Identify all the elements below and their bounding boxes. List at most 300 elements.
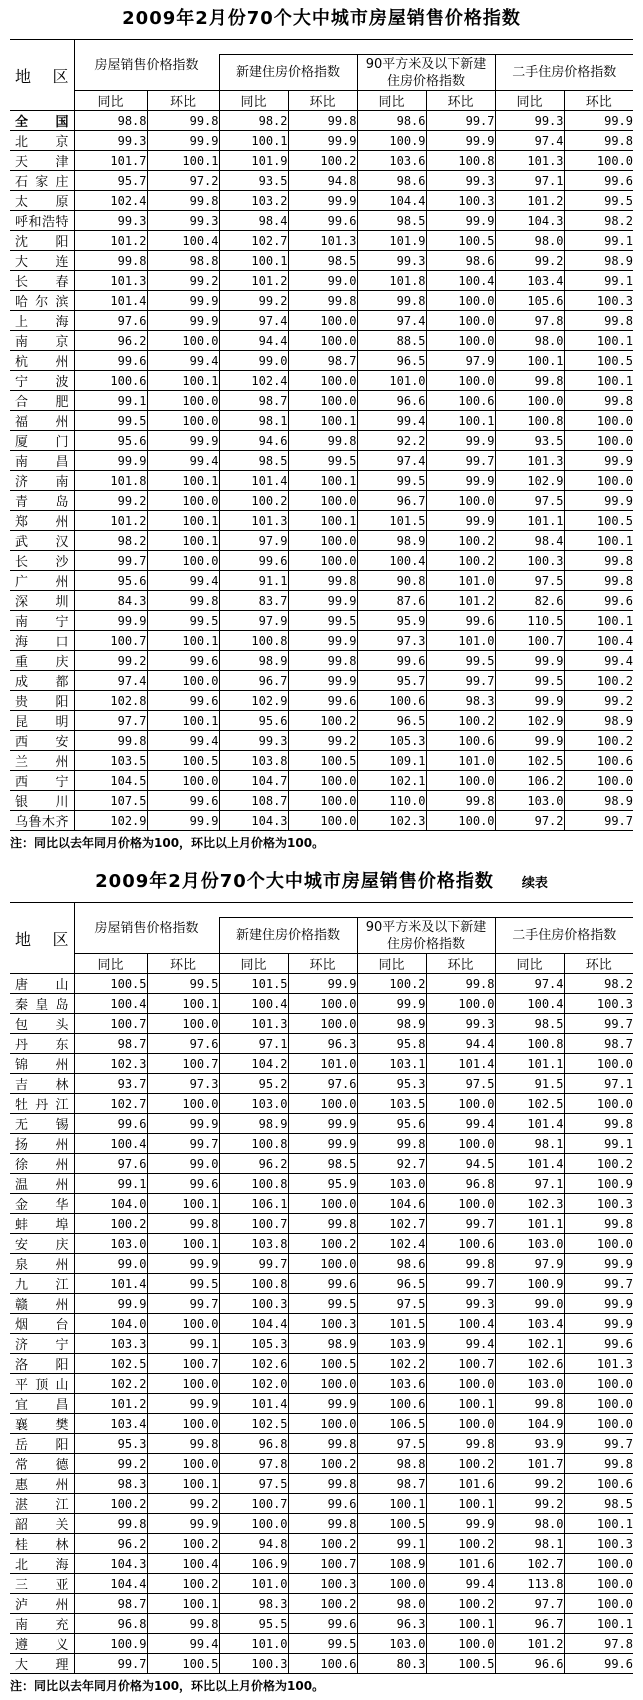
- value-cell: 104.3: [219, 811, 288, 831]
- value-cell: 97.1: [219, 1034, 288, 1054]
- value-cell: 100.2: [288, 1594, 357, 1614]
- value-cell: 100.8: [219, 1134, 288, 1154]
- value-cell: 99.7: [564, 811, 633, 831]
- value-cell: 100.4: [219, 994, 288, 1014]
- value-cell: 101.2: [74, 231, 147, 251]
- value-cell: 100.0: [147, 671, 219, 691]
- region-cell: [10, 1554, 74, 1574]
- value-cell: 100.0: [288, 1014, 357, 1034]
- value-cell: 99.3: [219, 731, 288, 751]
- value-cell: 91.5: [495, 1074, 564, 1094]
- value-cell: 101.1: [495, 1214, 564, 1234]
- value-cell: 101.5: [219, 974, 288, 994]
- value-cell: 99.5: [495, 671, 564, 691]
- value-cell: 100.2: [564, 731, 633, 751]
- value-cell: 98.7: [219, 391, 288, 411]
- value-cell: 99.3: [426, 1294, 495, 1314]
- region-name-char: 泉: [15, 1258, 29, 1273]
- header-spacer-row: [10, 40, 633, 55]
- value-cell: 103.0: [495, 1234, 564, 1254]
- value-cell: 104.5: [74, 771, 147, 791]
- region-cell: [10, 531, 74, 551]
- table-row: [10, 191, 633, 211]
- value-cell: 102.6: [495, 1354, 564, 1374]
- region-name-char: 阳: [55, 235, 69, 250]
- value-cell: 92.2: [357, 431, 426, 451]
- value-cell: 98.5: [357, 211, 426, 231]
- value-cell: 98.5: [495, 1014, 564, 1034]
- value-cell: 101.0: [426, 751, 495, 771]
- value-cell: 95.6: [357, 1114, 426, 1134]
- value-cell: 100.6: [357, 691, 426, 711]
- table-row: [10, 1494, 633, 1514]
- value-cell: 103.1: [357, 1054, 426, 1074]
- table-note: 注：同比以去年同月价格为100，环比以上月价格为100。: [10, 1679, 325, 1693]
- value-cell: 99.8: [426, 1434, 495, 1454]
- value-cell: 99.6: [219, 551, 288, 571]
- value-cell: 94.8: [288, 171, 357, 191]
- value-cell: 97.2: [147, 171, 219, 191]
- value-cell: 99.8: [288, 571, 357, 591]
- value-cell: 101.4: [219, 471, 288, 491]
- value-cell: 95.6: [219, 711, 288, 731]
- value-cell: 100.1: [147, 1474, 219, 1494]
- value-cell: 100.8: [219, 1174, 288, 1194]
- region-cell: [10, 731, 74, 751]
- value-cell: 99.7: [426, 1214, 495, 1234]
- table-row: [10, 1474, 633, 1494]
- region-name-char: 国: [55, 115, 69, 130]
- value-cell: 100.1: [288, 471, 357, 491]
- value-cell: 99.9: [147, 1394, 219, 1414]
- region-name-char: 亚: [55, 1578, 69, 1593]
- value-cell: 96.6: [357, 391, 426, 411]
- value-cell: 99.5: [288, 1294, 357, 1314]
- value-cell: 100.3: [495, 551, 564, 571]
- value-cell: 99.2: [564, 691, 633, 711]
- table-row: [10, 771, 633, 791]
- value-cell: 99.9: [288, 1114, 357, 1134]
- region-name-char: 海: [55, 1558, 69, 1573]
- value-cell: 98.9: [357, 531, 426, 551]
- mom-header: 环比: [426, 91, 495, 111]
- value-cell: 100.7: [495, 631, 564, 651]
- value-cell: 99.6: [74, 351, 147, 371]
- value-cell: 104.0: [74, 1194, 147, 1214]
- value-cell: 100.0: [147, 1314, 219, 1334]
- region-name-char: 州: [55, 415, 69, 430]
- value-cell: 100.1: [219, 131, 288, 151]
- value-cell: 99.0: [219, 351, 288, 371]
- region-name-char: 三: [15, 1578, 29, 1593]
- value-cell: 100.2: [288, 1534, 357, 1554]
- region-name-char: 充: [55, 1618, 69, 1633]
- region-cell: [10, 1414, 74, 1434]
- region-cell: [10, 271, 74, 291]
- value-cell: 100.3: [219, 1654, 288, 1674]
- value-cell: 99.9: [426, 211, 495, 231]
- value-cell: 95.9: [288, 1174, 357, 1194]
- group-header-90sqm: 90平方米及以下新建 住房价格指数: [357, 55, 495, 91]
- value-cell: 99.9: [147, 131, 219, 151]
- value-cell: 99.6: [147, 691, 219, 711]
- value-cell: 99.8: [288, 1214, 357, 1234]
- region-name-char: 庆: [55, 655, 69, 670]
- value-cell: 99.8: [288, 111, 357, 131]
- region-name-char: 平: [15, 1378, 29, 1393]
- value-cell: 100.0: [147, 1374, 219, 1394]
- value-cell: 100.1: [147, 471, 219, 491]
- value-cell: 100.8: [219, 1274, 288, 1294]
- value-cell: 98.5: [288, 251, 357, 271]
- value-cell: 103.0: [357, 1174, 426, 1194]
- value-cell: 102.4: [219, 371, 288, 391]
- table-row: [10, 651, 633, 671]
- value-cell: 98.9: [219, 651, 288, 671]
- value-cell: 100.8: [495, 1034, 564, 1054]
- value-cell: 110.5: [495, 611, 564, 631]
- value-cell: 99.8: [147, 191, 219, 211]
- value-cell: 99.9: [564, 111, 633, 131]
- value-cell: 99.3: [74, 131, 147, 151]
- region-name-char: 州: [55, 575, 69, 590]
- table-body: [10, 111, 633, 831]
- region-cell: [10, 1134, 74, 1154]
- table-row: [10, 1174, 633, 1194]
- region-cell: [10, 411, 74, 431]
- region-name-char: 沈: [15, 235, 29, 250]
- value-cell: 100.5: [564, 351, 633, 371]
- region-cell: [10, 1114, 74, 1134]
- group-header-90sqm: 90平方米及以下新建 住房价格指数: [357, 918, 495, 954]
- value-cell: 99.5: [147, 974, 219, 994]
- group-header-sales-index: 房屋销售价格指数: [74, 40, 219, 91]
- table-row: [10, 1234, 633, 1254]
- value-cell: 100.0: [564, 1554, 633, 1574]
- region-name-char: 庆: [55, 1238, 69, 1253]
- table-row: [10, 231, 633, 251]
- value-cell: 100.3: [426, 191, 495, 211]
- value-cell: 101.4: [74, 291, 147, 311]
- value-cell: 99.2: [219, 291, 288, 311]
- value-cell: 100.0: [495, 391, 564, 411]
- value-cell: 100.5: [147, 1654, 219, 1674]
- group-header-sales-index: 房屋销售价格指数: [74, 903, 219, 954]
- value-cell: 101.4: [426, 1054, 495, 1074]
- region-cell: [10, 1514, 74, 1534]
- region-name-char: 南: [55, 475, 69, 490]
- value-cell: 98.9: [219, 1114, 288, 1134]
- value-cell: 94.8: [219, 1534, 288, 1554]
- value-cell: 99.3: [495, 111, 564, 131]
- value-cell: 99.7: [74, 551, 147, 571]
- value-cell: 95.8: [357, 1034, 426, 1054]
- value-cell: 100.6: [564, 1474, 633, 1494]
- value-cell: 99.9: [564, 1314, 633, 1334]
- value-cell: 100.1: [147, 511, 219, 531]
- value-cell: 99.6: [288, 1494, 357, 1514]
- value-cell: 98.4: [495, 531, 564, 551]
- value-cell: 103.0: [495, 791, 564, 811]
- table-row: [10, 451, 633, 471]
- region-cell: [10, 571, 74, 591]
- region-cell: [10, 371, 74, 391]
- value-cell: 100.3: [564, 291, 633, 311]
- value-cell: 99.4: [147, 1634, 219, 1654]
- value-cell: 96.6: [495, 1654, 564, 1674]
- value-cell: 99.2: [495, 1474, 564, 1494]
- value-cell: 98.1: [495, 1534, 564, 1554]
- table-row: [10, 1614, 633, 1634]
- region-name-char: 岛: [55, 495, 69, 510]
- table-note: 注：同比以去年同月价格为100，环比以上月价格为100。: [10, 836, 325, 850]
- value-cell: 98.7: [74, 1594, 147, 1614]
- mom-header: 环比: [288, 91, 357, 111]
- table-row: [10, 1374, 633, 1394]
- value-cell: 95.6: [74, 571, 147, 591]
- value-cell: 103.8: [219, 1234, 288, 1254]
- value-cell: 99.8: [564, 131, 633, 151]
- value-cell: 97.9: [219, 611, 288, 631]
- region-name-char: 西: [15, 735, 29, 750]
- value-cell: 83.7: [219, 591, 288, 611]
- value-cell: 99.0: [288, 271, 357, 291]
- region-name-char: 庄: [55, 175, 69, 190]
- value-cell: 100.0: [564, 471, 633, 491]
- region-cell: [10, 591, 74, 611]
- value-cell: 104.9: [495, 1414, 564, 1434]
- value-cell: 104.2: [219, 1054, 288, 1074]
- value-cell: 98.7: [74, 1034, 147, 1054]
- table-row: [10, 1574, 633, 1594]
- region-cell: [10, 151, 74, 171]
- price-index-table-1: [10, 39, 633, 831]
- value-cell: 100.3: [564, 1534, 633, 1554]
- value-cell: 99.4: [426, 1574, 495, 1594]
- value-cell: 103.4: [74, 1414, 147, 1434]
- value-cell: 100.4: [426, 271, 495, 291]
- value-cell: 97.8: [564, 1634, 633, 1654]
- region-name-char: 门: [55, 435, 69, 450]
- region-cell: [10, 231, 74, 251]
- value-cell: 99.7: [426, 1274, 495, 1294]
- value-cell: 99.8: [288, 1514, 357, 1534]
- value-cell: 99.8: [147, 111, 219, 131]
- region-cell: [10, 974, 74, 994]
- value-cell: 100.2: [288, 151, 357, 171]
- value-cell: 101.0: [288, 1054, 357, 1074]
- region-name-char: 深: [15, 595, 29, 610]
- value-cell: 99.8: [357, 1134, 426, 1154]
- value-cell: 101.6: [426, 1474, 495, 1494]
- value-cell: 103.0: [219, 1094, 288, 1114]
- value-cell: 100.1: [426, 1494, 495, 1514]
- value-cell: 102.7: [219, 231, 288, 251]
- price-index-table-2: [10, 902, 633, 1674]
- region-cell: [10, 471, 74, 491]
- value-cell: 99.8: [564, 1114, 633, 1134]
- value-cell: 100.6: [426, 391, 495, 411]
- value-cell: 99.9: [147, 431, 219, 451]
- value-cell: 99.9: [147, 811, 219, 831]
- region-name-char: 长: [15, 555, 29, 570]
- region-name-char: 山: [55, 978, 69, 993]
- value-cell: 101.5: [357, 1314, 426, 1334]
- region-name-char: 襄: [15, 1418, 29, 1433]
- region-name-char: 海: [55, 315, 69, 330]
- value-cell: 101.8: [74, 471, 147, 491]
- value-cell: 99.2: [74, 1454, 147, 1474]
- table-row: [10, 391, 633, 411]
- value-cell: 100.4: [564, 631, 633, 651]
- table-row: [10, 1214, 633, 1234]
- region-name-char: 州: [55, 1138, 69, 1153]
- value-cell: 100.0: [147, 1454, 219, 1474]
- region-cell: [10, 391, 74, 411]
- region-header-char: 区: [52, 66, 69, 86]
- value-cell: 97.4: [357, 311, 426, 331]
- value-cell: 103.3: [74, 1334, 147, 1354]
- mom-header: 环比: [564, 91, 633, 111]
- value-cell: 99.8: [147, 591, 219, 611]
- value-cell: 97.5: [357, 1434, 426, 1454]
- table-row: [10, 1154, 633, 1174]
- value-cell: 100.2: [219, 491, 288, 511]
- value-cell: 100.7: [219, 1214, 288, 1234]
- region-cell: [10, 1174, 74, 1194]
- value-cell: 101.0: [357, 371, 426, 391]
- value-cell: 100.3: [564, 1194, 633, 1214]
- region-cell: [10, 1314, 74, 1334]
- value-cell: 101.2: [219, 271, 288, 291]
- region-name-char: 州: [55, 1258, 69, 1273]
- region-name-char: 韶: [15, 1518, 29, 1533]
- region-name-char: 湛: [15, 1498, 29, 1513]
- region-name-char: 京: [55, 335, 69, 350]
- value-cell: 100.6: [426, 731, 495, 751]
- value-cell: 100.5: [426, 231, 495, 251]
- value-cell: 94.5: [426, 1154, 495, 1174]
- value-cell: 100.1: [426, 1394, 495, 1414]
- value-cell: 100.0: [147, 551, 219, 571]
- value-cell: 100.5: [357, 1514, 426, 1534]
- value-cell: 99.8: [564, 311, 633, 331]
- value-cell: 88.5: [357, 331, 426, 351]
- value-cell: 100.9: [495, 1274, 564, 1294]
- yoy-header: 同比: [219, 954, 288, 974]
- value-cell: 100.0: [288, 1194, 357, 1214]
- value-cell: 100.0: [147, 391, 219, 411]
- region-name-char: 义: [55, 1638, 69, 1653]
- value-cell: 98.6: [357, 111, 426, 131]
- value-cell: 102.3: [357, 811, 426, 831]
- value-cell: 105.6: [495, 291, 564, 311]
- table-row: [10, 691, 633, 711]
- value-cell: 99.9: [288, 131, 357, 151]
- region-name-char: 安: [15, 1238, 29, 1253]
- yoy-header: 同比: [74, 954, 147, 974]
- region-cell: [10, 651, 74, 671]
- region-name-char: 秦: [15, 998, 29, 1013]
- table-row: [10, 371, 633, 391]
- value-cell: 98.0: [495, 1514, 564, 1534]
- value-cell: 102.4: [74, 191, 147, 211]
- value-cell: 96.5: [357, 1274, 426, 1294]
- value-cell: 102.3: [74, 1054, 147, 1074]
- value-cell: 101.7: [495, 1454, 564, 1474]
- region-name-char: 津: [55, 155, 69, 170]
- value-cell: 102.2: [357, 1354, 426, 1374]
- value-cell: 87.6: [357, 591, 426, 611]
- region-name-char: 锦: [15, 1058, 29, 1073]
- value-cell: 100.9: [357, 131, 426, 151]
- value-cell: 103.0: [357, 1634, 426, 1654]
- value-cell: 96.8: [74, 1614, 147, 1634]
- value-cell: 100.2: [564, 671, 633, 691]
- value-cell: 98.6: [426, 251, 495, 271]
- region-name-char: 宁: [55, 1338, 69, 1353]
- value-cell: 100.7: [147, 1054, 219, 1074]
- value-cell: 100.8: [426, 151, 495, 171]
- region-name-char: 州: [55, 355, 69, 370]
- value-cell: 99.6: [564, 171, 633, 191]
- region-cell: [10, 1614, 74, 1634]
- value-cell: 99.6: [426, 611, 495, 631]
- value-cell: 101.3: [495, 151, 564, 171]
- value-cell: 100.0: [426, 994, 495, 1014]
- value-cell: 99.8: [147, 1434, 219, 1454]
- table-row: [10, 791, 633, 811]
- value-cell: 99.9: [288, 1394, 357, 1414]
- value-cell: 96.2: [74, 331, 147, 351]
- value-cell: 104.7: [219, 771, 288, 791]
- value-cell: 97.8: [495, 311, 564, 331]
- region-name-char: 岳: [15, 1438, 29, 1453]
- value-cell: 100.0: [426, 491, 495, 511]
- value-cell: 99.3: [426, 1014, 495, 1034]
- value-cell: 100.2: [426, 1534, 495, 1554]
- header-spacer-cell: [219, 903, 633, 918]
- value-cell: 99.9: [357, 994, 426, 1014]
- value-cell: 100.5: [288, 751, 357, 771]
- value-cell: 100.1: [147, 151, 219, 171]
- value-cell: 95.7: [74, 171, 147, 191]
- value-cell: 98.9: [564, 251, 633, 271]
- value-cell: 90.8: [357, 571, 426, 591]
- region-name-char: 特: [55, 215, 69, 230]
- value-cell: 103.6: [357, 151, 426, 171]
- value-cell: 100.7: [288, 1554, 357, 1574]
- region-name-char: 九: [15, 1278, 29, 1293]
- group-header-secondhand: 二手住房价格指数: [495, 55, 633, 91]
- value-cell: 98.8: [74, 111, 147, 131]
- table-row: [10, 994, 633, 1014]
- value-cell: 99.8: [74, 1514, 147, 1534]
- value-cell: 100.1: [288, 411, 357, 431]
- value-cell: 101.2: [74, 1394, 147, 1414]
- value-cell: 100.0: [564, 1094, 633, 1114]
- value-cell: 100.1: [147, 631, 219, 651]
- region-cell: [10, 1254, 74, 1274]
- value-cell: 101.4: [495, 1114, 564, 1134]
- region-name-char: 江: [55, 1098, 69, 1113]
- region-cell: [10, 1594, 74, 1614]
- value-cell: 103.6: [357, 1374, 426, 1394]
- value-cell: 100.6: [288, 1654, 357, 1674]
- region-column-header: [10, 40, 74, 111]
- region-cell: [10, 1274, 74, 1294]
- value-cell: 103.4: [495, 1314, 564, 1334]
